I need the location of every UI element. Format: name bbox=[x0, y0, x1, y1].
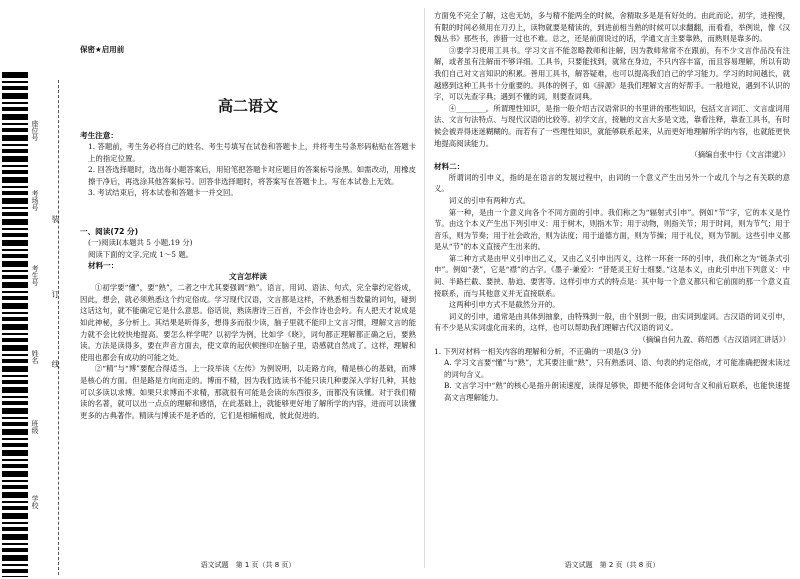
question-stem: 1. 下列对材料一相关内容的理解和分析，不正确的一项是(3 分) bbox=[434, 346, 641, 356]
cut-word-zhuang: 装 bbox=[51, 215, 60, 223]
subsection-title: (一)阅读Ⅰ(本题共 5 小题,19 分) bbox=[88, 238, 193, 247]
seat-number-field: 座位号 bbox=[31, 120, 39, 141]
candidate-number-field: 考生号 bbox=[31, 265, 39, 286]
secret-label: 保密★启用前 bbox=[80, 45, 125, 54]
blank-paragraph-text: 。所谓理性知识，是指一般介绍古汉语常识的书里讲的那些知识，包括文言词汇、文言虚词用法、文言句法特点、与现代汉语的比较等。初学文言，接触的文言大多是文选，靠看注释，靠查工具书，有时候会被弄得迷迷糊糊的。而若有了一些理性知识，就能够联系起来，从而更好地理解所学的内容，也就能更快地提高阅读能力。 bbox=[434, 103, 790, 148]
material-paragraph: 这两种引申方式不是截然分开的。 bbox=[448, 300, 560, 310]
option-b: B. 文言学习中“熟”的核心是指升朗读速度，读得足够快，即便不能体会词句含义和前后联系，也能快速提高文言理解能力。 bbox=[444, 381, 790, 402]
article-title: 文言怎样读 bbox=[229, 272, 267, 282]
notice-heading: 考生注意： bbox=[80, 131, 118, 140]
school-field: 学校 bbox=[31, 495, 39, 509]
blank-label: ④________ bbox=[448, 103, 486, 113]
name-field: 姓名 bbox=[31, 350, 39, 364]
notice-block bbox=[80, 130, 416, 199]
article-paragraph: ①初学要“懂”，要“熟”，二者之中尤其要强调“熟”。语言，用词、语法、句式，完全靠约定俗成，因此，想会，就必须熟悉这个约定俗成。学习现代汉语，文言都是这样，不熟悉相当数量的词句，碰到这话这句，就不能确定它是什么意思。俗话说，熟读唐诗三百首，不会作诗也会吟。有人把天才说成是如此神秘，多分析上。其结果是听得多，想得多而很少读，脑子里就不能印上文言习惯，理解文言的能力就不会比较快地提高。要怎么样学呢？以初学为例，比如学《晓》，词句都正理解都正确之后，要熟读。方法是读得多，要在声音方面去，使文章的起伏顿挫印在脑子里，语感就自然成了。这样，理解和使用也都会有成功的可能之处。 bbox=[80, 283, 416, 362]
left-page-footer: 语文试题 第 1 页（共 8 页） bbox=[200, 561, 296, 569]
page-divider bbox=[424, 8, 425, 568]
notice-item: 2. 回答选择题时，选出每小题答案后，用铅笔把答题卡对应题目的答案标号涂黑。如需改动，用橡皮擦干净后，再选涂其他答案标号。回答非选择题时，将答案写在答题卡上。写在本试卷上无效。 bbox=[88, 165, 416, 186]
cut-word-ding: 订 bbox=[51, 290, 60, 298]
instruction-text: 阅读下面的文字,完成 1～5 题。 bbox=[88, 249, 194, 259]
cut-word-xian: 线 bbox=[51, 360, 60, 368]
right-page-footer: 语文试题 第 2 页（共 8 页） bbox=[564, 561, 660, 569]
article-paragraph: ③要学习使用工具书。学习文言不能忽略教师和注解，因为教师常常不在跟前，有不少文言作品没有注解，或者虽有注解而不够详细。工具书，只要能找到，就常在身边，不只内容丰富，而且容易理解，所以有助我们自己对文言知识的积累。善用工具书，解答疑难，也可以提高我们自己的学习能力。学习的时间越长，就越感到这种工具书十分重要的。具体的例子，如《辞源》是我们理解文言的好帮手。一般地说，遇到不认识的字，可以先查字典；遇到不懂的词，则要查词典。 bbox=[434, 45, 790, 102]
material-paragraph: 第一种，是由一个意义向各个不同方面的引申。我们称之为“辐射式引申”。例如“节”字，它的本义是竹节。由这个本义产生出下列引申义：用于树木，则指木节；用于动物，则指关节；用于时间，则为节气；用于音乐，则为节奏；用于社会政治，则为法度；用于道德方面，则为节操；用于礼仪，则为节制。这些引申义都是从“节”的本义直接产生出来的。 bbox=[434, 207, 790, 252]
option-a: A. 学习文言要“懂”与“熟”，尤其要注重“熟”，只有熟悉词、语、句表的约定俗成，才可能准确把握未读过的词句含义。 bbox=[444, 358, 790, 379]
notice-item: 3. 考试结束后，将本试卷和答题卡一并交回。 bbox=[88, 188, 238, 198]
exam-room-field: 考场号 bbox=[31, 190, 39, 211]
barcode-strip bbox=[2, 72, 28, 577]
reading-section bbox=[80, 226, 416, 421]
citation: （摘编自张中行《文言津逮》） bbox=[690, 150, 790, 160]
right-page-body bbox=[434, 10, 790, 404]
article-paragraph-blank bbox=[434, 103, 790, 149]
continued-paragraph: 方面免不完全了解，这也无妨，多与精不能两全的时候，舍精取多是是有好处的。由此而论。初学，进程慢，有限的时间必须用在刀刃上，读物就要是精读的，到进前相当熟的时候可以求翻翻，而看看，举例说，像《汉魏丛书》那些书，涉猎一过也不难。总之，还是前面说过的话，学通文言主要靠熟，而熟则是靠多的。 bbox=[434, 11, 790, 44]
material-one-label: 材料一： bbox=[88, 261, 119, 271]
material-paragraph: 词义的引申有两种方式。 bbox=[448, 195, 531, 205]
material-paragraph: 所谓词的引申义，指的是在语言的发展过程中，由词的一个意义产生出另外一个或几个与之有关联的意义。 bbox=[434, 172, 790, 194]
material-two-label: 材料二： bbox=[434, 161, 465, 171]
exam-title: 高二语文 bbox=[217, 97, 278, 115]
section-title: 一、阅读(72 分) bbox=[80, 227, 139, 236]
class-field: 班级 bbox=[31, 420, 39, 434]
binding-cut-line bbox=[58, 80, 59, 575]
material-paragraph: 第二种方式是由甲义引申出乙义，又由乙义引申出丙义，这样一环套一环的引申，我们称之为“链条式引申”。例如“袭”，它是“襟”的古字。《墨子·兼爱》：“昔楚灵王好士细要。”这是本义，由此引申出下列意义：中间、半路拦截、要挟、胁迫、要害等。这样引申方式的特点是：其中每一个意义都只和它前面的那一个意义直接联系，而与其他意义并无直接联系。 bbox=[434, 253, 790, 298]
binding-margin bbox=[0, 0, 70, 579]
material-paragraph: 词义的引申，通常是由具体到抽象，由特殊到一般，由个别到一般，由实词到虚词。古汉语的词义引申，有不少是从实词虚化而来的，这样，也可以帮助我们理解古代汉语的词义。 bbox=[434, 311, 790, 333]
article-paragraph: ②“精”与“博”要配合得适当。上一段举读《左传》为例说明，以走路方向，精是核心的基础，而博是核心的方面。但是路是方向而走的。博而不精，因为我们选读书不能只读几种要深入学好几种，其他可以多读以求博。如果只求博而不求精，那就很有可能是会读的东西很多，而都没有读懂。对于我们精读的名著，就可以出一点点的理解和感悟，在此基础上，就能够更好地了解所学的内容，进而可以读懂更多的古典著作。精读与博读不是矛盾的，它们是相辅相成，彼此促进的。 bbox=[80, 364, 416, 420]
citation: （摘编自何九盈、蒋绍愚《古汉语词汇讲话》） bbox=[638, 335, 790, 345]
notice-item: 1. 答题前，考生务必将自己的姓名、考生号填写在试卷和答题卡上，并将考生号条形码粘贴在答题卡上的指定位置。 bbox=[88, 142, 416, 163]
